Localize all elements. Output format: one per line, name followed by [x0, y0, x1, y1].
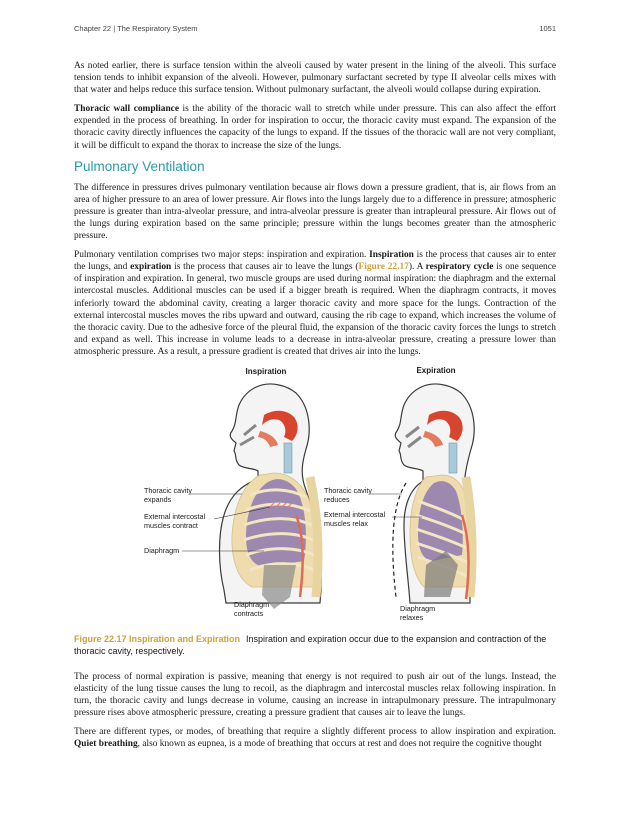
label-thoracic-cavity-expands-1: Thoracic cavity [144, 485, 192, 495]
term-respiratory-cycle: respiratory cycle [425, 262, 494, 273]
term-thoracic-wall-compliance: Thoracic wall compliance [74, 104, 179, 115]
label-diaphragm: Diaphragm [144, 545, 180, 555]
paragraph-ventilation-steps [74, 249, 556, 358]
paragraph-normal-expiration: The process of normal expiration is passive, meaning that energy is not required to push air out of the lungs. Instead, the elasticity of the lung tissue causes the lung to recoil, as the diaphragm and intercostal muscles relax following inspiration. In turn, the thoracic cavity and lungs decrease in volume, causing an increase in intrapulmonary pressure. The intrapulmonary pressure rises above atmospheric pressure, creating a pressure gradient that causes air to leave the lungs. [74, 671, 556, 719]
text-span: ). A [408, 262, 426, 273]
paragraph-surface-tension: As noted earlier, there is surface tension within the alveoli caused by water present in the lining of the alveoli. This surface tension tends to inhibit expansion of the alveoli. However, pulmonary surfactant secreted by type II alveolar cells mixes with that water and helps reduce this surface tension. Without pulmonary surfactant, the alveoli would collapse during expiration. [74, 61, 556, 96]
page-content [74, 60, 556, 758]
label-intercostal-contract-1: External intercostal [144, 511, 206, 521]
figure-caption [74, 633, 556, 657]
label-thoracic-cavity-reduces-1: Thoracic cavity [324, 485, 372, 495]
figure-link[interactable]: Figure 22.17 [358, 262, 409, 273]
section-heading: Pulmonary Ventilation [74, 158, 205, 174]
text-span: is one sequence of inspiration and expiration. In general, two muscle groups are used during normal inspiration: the diaphragm and the external intercostal muscles. Additional muscles can be used if a bigger breath is required. When the diaphragm contracts, it moves inferiorly toward the abdominal cavity, creating a larger thoracic cavity and more space for the lungs. Contraction of the external intercostal muscles moves the ribs upward and outward, causing the rib cage to expand, which increases the volume of the thoracic cavity. Due to the adhesive force of the pleural fluid, the expansion of the thoracic cavity forces the lungs to stretch and expand as well. This increase in volume leads to a decrease in intra-alveolar pressure, creating a pressure lower than atmospheric pressure. As a result, a pressure gradient is created that drives air into the lungs. [74, 262, 557, 357]
paragraph-pressure-gradient: The difference in pressures drives pulmonary ventilation because air flows down a pressure gradient, that is, air flows from an area of higher pressure to an area of lower pressure. Air flows into the lungs largely due to a difference in pressure; atmospheric pressure is greater than intra-alveolar pressure, and intra-alveolar pressure is greater than intrapleural pressure. Air flows out of the lungs during expiration based on the same principle; pressure within the lungs becomes greater than the atmospheric pressure. [74, 182, 556, 242]
text-span: There are different types, or modes, of breathing that require a slightly different process to allow inspiration and expiration. [74, 727, 556, 738]
term-expiration: expiration [130, 262, 172, 273]
inspiration-trachea [284, 443, 292, 473]
label-diaphragm-contracts-2: contracts [234, 608, 264, 618]
figure-inspiration-expiration [74, 365, 556, 627]
label-intercostal-relax-1: External intercostal [324, 509, 386, 519]
figure-title-expiration: Expiration [416, 365, 456, 375]
term-inspiration: Inspiration [369, 250, 414, 261]
page-header [74, 24, 556, 36]
caption-text: Inspiration and expiration occur due to the expansion and contraction of the thoracic cavity, respectively. [74, 633, 547, 656]
term-quiet-breathing: Quiet breathing [74, 739, 138, 750]
paragraph-breathing-modes [74, 726, 556, 750]
label-intercostal-relax-2: muscles relax [324, 518, 368, 528]
label-diaphragm-contracts-1: Diaphragm [234, 599, 270, 609]
label-intercostal-contract-2: muscles contract [144, 520, 198, 530]
paragraph-text: is the ability of the thoracic wall to stretch while under pressure. This can also affect the effort expended in the process of breathing. In order for inspiration to occur, the thoracic cavity must expand. The expansion of the thoracic cavity directly influences the capacity of the lungs to expand. If the tissues of the thoracic wall are not very compliant, it will be difficult to expand the thorax to increase the size of the lungs. [74, 104, 556, 151]
label-diaphragm-relaxes-2: relaxes [400, 612, 424, 622]
expiration-trachea [449, 443, 457, 473]
paragraph-thoracic-compliance [74, 103, 556, 151]
caption-title: Figure 22.17 Inspiration and Expiration [74, 633, 241, 644]
text-span: is the process that causes air to enter the lungs, and [74, 250, 557, 273]
figure-illustration [74, 365, 556, 627]
text-span: Pulmonary ventilation comprises two major steps: inspiration and expiration. [74, 250, 370, 261]
label-thoracic-cavity-expands-2: expands [144, 494, 172, 504]
text-span: is the process that causes air to leave the lungs ( [171, 262, 359, 273]
label-diaphragm-relaxes-1: Diaphragm [400, 603, 436, 613]
text-span: , also known as eupnea, is a mode of breathing that occurs at rest and does not require the cognitive thought [137, 739, 542, 750]
chapter-title: Chapter 22 | The Respiratory System [74, 24, 198, 33]
page-number: 1051 [539, 24, 556, 33]
label-thoracic-cavity-reduces-2: reduces [324, 494, 350, 504]
figure-title-inspiration: Inspiration [245, 366, 287, 376]
